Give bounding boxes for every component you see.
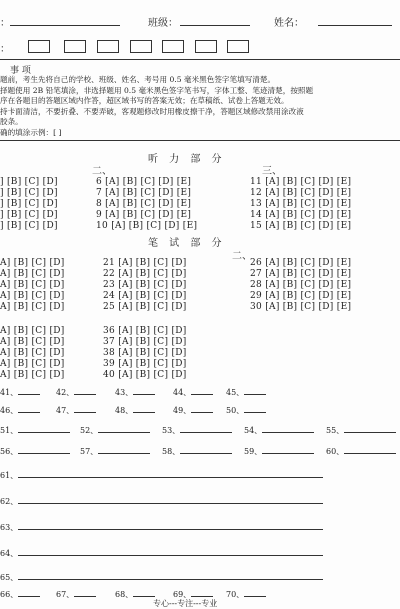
answer-row[interactable]: 6 [A] [B] [C] [D] [E]	[96, 177, 192, 187]
answer-row[interactable]: 11 [A] [B] [C] [D] [E]	[250, 177, 352, 187]
blank-number: 59、	[244, 447, 263, 456]
blank-66[interactable]	[0, 588, 40, 600]
blank-60[interactable]	[326, 445, 396, 457]
answer-row[interactable]: 15 [A] [B] [C] [D] [E]	[250, 221, 352, 231]
answer-row[interactable]: 36 [A] [B] [C] [D]	[103, 326, 187, 336]
answer-row[interactable]: 8 [A] [B] [C] [D] [E]	[96, 199, 192, 209]
written-col-1b	[0, 326, 65, 381]
answer-row[interactable]: 28 [A] [B] [C] [D] [E]	[250, 280, 352, 290]
answer-row[interactable]: 37 [A] [B] [C] [D]	[103, 337, 187, 347]
blank-number: 56、	[0, 447, 19, 456]
blank-number: 44、	[173, 388, 192, 397]
answer-row[interactable]: 22 [A] [B] [C] [D]	[103, 269, 187, 279]
listening-col-2	[96, 177, 197, 232]
blank-number: 60、	[326, 447, 345, 456]
blank-41[interactable]	[0, 386, 40, 398]
exam-number-box[interactable]	[162, 40, 184, 53]
blank-67[interactable]	[56, 588, 96, 600]
blank-57[interactable]	[80, 445, 150, 457]
blank-45[interactable]	[226, 386, 266, 398]
answer-row[interactable]: 25 [A] [B] [C] [D]	[103, 302, 187, 312]
answer-row[interactable]: A] [B] [C] [D]	[0, 258, 65, 268]
blank-number: 69、	[173, 590, 192, 599]
blank-number: 46、	[0, 406, 19, 415]
blank-number: 61、	[0, 471, 19, 480]
answer-row[interactable]: A] [B] [C] [D]	[0, 280, 65, 290]
answer-row[interactable]: ] [B] [C] [D]	[0, 221, 58, 231]
answer-row[interactable]: 30 [A] [B] [C] [D] [E]	[250, 302, 352, 312]
blank-number: 51、	[0, 426, 19, 435]
exam-number-box[interactable]	[130, 40, 152, 53]
answer-row[interactable]: 38 [A] [B] [C] [D]	[103, 348, 187, 358]
answer-row[interactable]: 39 [A] [B] [C] [D]	[103, 359, 187, 369]
listening-part-2-label: 二、	[92, 166, 112, 177]
school-field[interactable]	[10, 25, 120, 26]
answer-row[interactable]: A] [B] [C] [D]	[0, 302, 65, 312]
note-line: 题前，考生先将自己的学校、班级、姓名、考号用 0.5 毫米黑色签字笔填写清楚。	[0, 75, 276, 84]
blank-49[interactable]	[173, 404, 213, 416]
answer-row[interactable]: 29 [A] [B] [C] [D] [E]	[250, 291, 352, 301]
answer-row[interactable]: ] [B] [C] [D]	[0, 177, 58, 187]
blank-63[interactable]	[0, 521, 323, 533]
note-line: 择题使用 2B 铅笔填涂，非选择题用 0.5 毫米黑色签字笔书写，字体工整、笔迹清楚，按照题	[0, 85, 314, 95]
answer-row[interactable]: A] [B] [C] [D]	[0, 359, 65, 369]
answer-row[interactable]: ] [B] [C] [D]	[0, 199, 58, 209]
listening-col-3	[250, 177, 351, 232]
blank-59[interactable]	[244, 445, 314, 457]
answer-row[interactable]: ] [B] [C] [D]	[0, 210, 58, 220]
blank-number: 47、	[56, 406, 75, 415]
blank-number: 67、	[56, 590, 75, 599]
divider	[0, 140, 400, 141]
written-section-title: 笔 试 部 分	[148, 238, 226, 249]
blank-number: 50、	[226, 406, 245, 415]
blank-number: 62、	[0, 497, 19, 506]
listening-section-title: 听 力 部 分	[148, 154, 226, 165]
blank-number: 43、	[115, 388, 134, 397]
blank-56[interactable]	[0, 445, 70, 457]
blank-55[interactable]	[326, 424, 396, 436]
answer-row[interactable]: 40 [A] [B] [C] [D]	[103, 370, 187, 380]
answer-row[interactable]: A] [B] [C] [D]	[0, 348, 65, 358]
blank-52[interactable]	[80, 424, 150, 436]
blank-50[interactable]	[226, 404, 266, 416]
blank-48[interactable]	[115, 404, 155, 416]
blank-53[interactable]	[162, 424, 232, 436]
divider	[0, 59, 400, 60]
blank-number: 57、	[80, 447, 99, 456]
blank-51[interactable]	[0, 424, 70, 436]
blank-number: 45、	[226, 388, 245, 397]
blank-number: 55、	[326, 426, 345, 435]
blank-58[interactable]	[162, 445, 232, 457]
exam-number-box[interactable]	[195, 40, 217, 53]
blank-47[interactable]	[56, 404, 96, 416]
note-line: 确的填涂示例：[ ]	[0, 127, 62, 137]
note-line: 序在各题目的答题区域内作答，超区域书写的答案无效；在草稿纸、试卷上答题无效。	[0, 96, 289, 105]
blank-number: 49、	[173, 406, 192, 415]
class-field[interactable]	[180, 25, 250, 26]
answer-row[interactable]: 23 [A] [B] [C] [D]	[103, 280, 187, 290]
answer-row[interactable]: ] [B] [C] [D]	[0, 188, 58, 198]
blank-number: 48、	[115, 406, 134, 415]
exam-number-box[interactable]	[227, 40, 249, 53]
blank-number: 58、	[162, 447, 181, 456]
exam-number-box[interactable]	[97, 40, 119, 53]
blank-number: 53、	[162, 426, 181, 435]
blank-44[interactable]	[173, 386, 213, 398]
answer-row[interactable]: A] [B] [C] [D]	[0, 291, 65, 301]
blank-number: 54、	[244, 426, 263, 435]
answer-row[interactable]: 13 [A] [B] [C] [D] [E]	[250, 199, 352, 209]
answer-row[interactable]: 21 [A] [B] [C] [D]	[103, 258, 187, 268]
answer-row[interactable]: 14 [A] [B] [C] [D] [E]	[250, 210, 352, 220]
answer-row[interactable]: A] [B] [C] [D]	[0, 326, 65, 336]
blank-number: 41、	[0, 388, 19, 397]
blank-62[interactable]	[0, 495, 323, 507]
name-field[interactable]	[318, 25, 392, 26]
written-part-2-label: 二、	[232, 251, 252, 262]
exam-number-label: ：	[0, 44, 10, 55]
footer-text: 专心---专注---专业	[153, 599, 218, 608]
note-line: 持卡面清洁，不要折叠、不要弄破，客观题修改时用橡皮擦干净，答题区域修改禁用涂改液	[0, 106, 304, 116]
answer-row[interactable]: 24 [A] [B] [C] [D]	[103, 291, 187, 301]
blank-number: 63、	[0, 523, 19, 532]
blank-number: 64、	[0, 549, 19, 558]
listening-part-3-label: 三、	[262, 166, 282, 177]
answer-row[interactable]: 7 [A] [B] [C] [D] [E]	[96, 188, 192, 198]
notes-title: 事 项	[10, 66, 31, 76]
blank-42[interactable]	[56, 386, 96, 398]
school-label: ：	[0, 18, 10, 29]
answer-row[interactable]: 26 [A] [B] [C] [D] [E]	[250, 258, 352, 268]
name-label: 姓名：	[274, 18, 304, 29]
blank-number: 68、	[115, 590, 134, 599]
answer-row[interactable]: 27 [A] [B] [C] [D] [E]	[250, 269, 352, 279]
blank-65[interactable]	[0, 571, 323, 583]
blank-number: 65、	[0, 573, 19, 582]
answer-row[interactable]: A] [B] [C] [D]	[0, 370, 65, 380]
blank-54[interactable]	[244, 424, 314, 436]
class-label: 班级：	[148, 18, 178, 29]
exam-number-box[interactable]	[64, 40, 86, 53]
answer-row[interactable]: 10 [A] [B] [C] [D] [E]	[96, 221, 198, 231]
written-col-2a	[103, 258, 187, 313]
answer-row[interactable]: A] [B] [C] [D]	[0, 269, 65, 279]
blank-64[interactable]	[0, 547, 323, 559]
answer-row[interactable]: 12 [A] [B] [C] [D] [E]	[250, 188, 352, 198]
blank-number: 42、	[56, 388, 75, 397]
answer-row[interactable]: A] [B] [C] [D]	[0, 337, 65, 347]
blank-46[interactable]	[0, 404, 40, 416]
blank-70[interactable]	[226, 588, 266, 600]
blank-number: 70、	[226, 590, 245, 599]
blank-43[interactable]	[115, 386, 155, 398]
blank-61[interactable]	[0, 469, 323, 481]
answer-row[interactable]: 9 [A] [B] [C] [D] [E]	[96, 210, 192, 220]
written-col-2b	[103, 326, 187, 381]
exam-number-box[interactable]	[28, 40, 50, 53]
blank-number: 52、	[80, 426, 99, 435]
blank-68[interactable]	[115, 588, 155, 600]
note-line: 胶条。	[0, 117, 23, 126]
written-col-3a	[250, 258, 351, 313]
blank-number: 66、	[0, 590, 19, 599]
notes-block	[0, 74, 400, 137]
listening-col-1	[0, 177, 58, 232]
written-col-1a	[0, 258, 65, 313]
